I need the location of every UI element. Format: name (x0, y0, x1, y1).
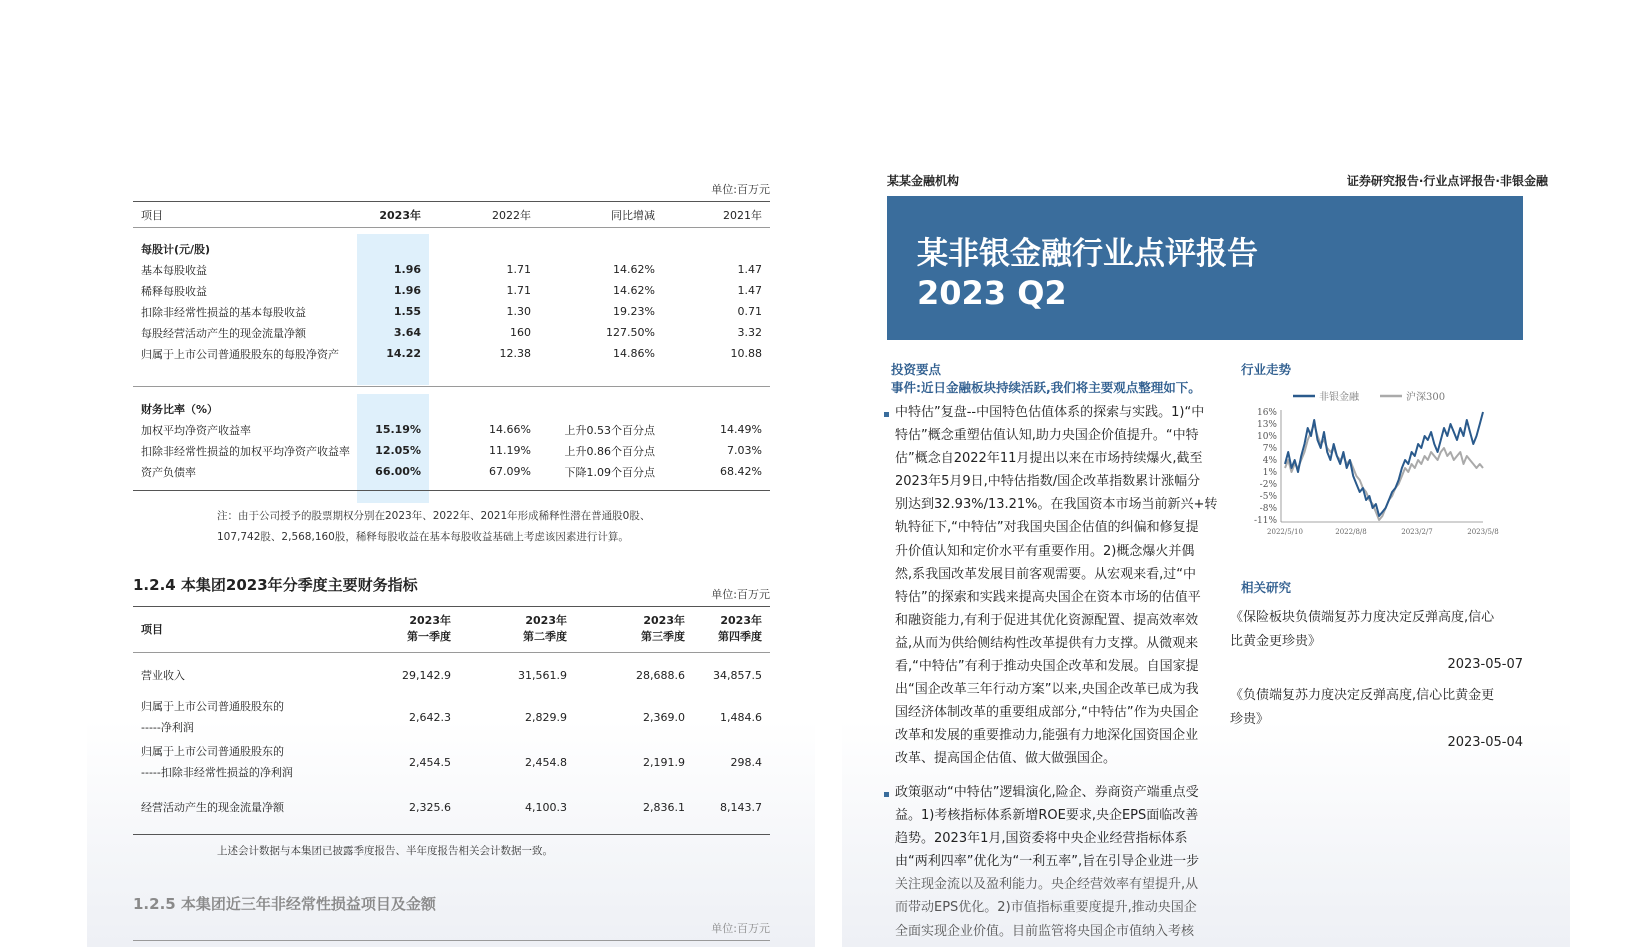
y-tick-label: 7% (1262, 444, 1277, 454)
value-q3: 28,688.6 (636, 668, 685, 682)
x-tick-label: 2023/2/7 (1401, 528, 1433, 536)
row-label: 资产负债率 (141, 465, 196, 479)
table-row (133, 259, 770, 280)
y-tick-label: -2% (1259, 480, 1277, 490)
header-bottom-rule (133, 227, 770, 228)
table-note-line1: 注：由于公司授予的股票期权分别在2023年、2022年、2021年形成稀释性潜在普通股0股、 (217, 510, 651, 522)
header-year: 2023年 (643, 614, 685, 627)
header-q4 (693, 608, 770, 650)
bullet-marker (884, 412, 889, 417)
unit-label: 单位:百万元 (711, 183, 770, 196)
next-table-rule (133, 940, 770, 941)
paragraph-line: 出“国企改革三年行动方案”以来,央国企改革已成为我 (895, 682, 1199, 698)
series-layer (1285, 412, 1483, 520)
value-2022: 160 (510, 326, 531, 339)
value-q1: 2,642.3 (409, 710, 451, 724)
table-note-line2: 107,742股、2,568,160股，稀释每股收益在基本每股收益基础上考虑该因素进行计算。 (217, 531, 629, 543)
row-label: 经营活动产生的现金流量净额 (141, 801, 284, 814)
paragraph-line: 国经济体制改革的重要组成部分,“中特估”作为央国企 (895, 705, 1199, 721)
related-title-line1: 《负债端复苏力度决定反弹高度,信心比黄金更 (1230, 688, 1495, 703)
row-label: 稀释每股收益 (141, 284, 207, 298)
section-title: 每股计(元/股) (141, 242, 211, 256)
header-year: 2023年 (525, 614, 567, 627)
value-2022: 1.71 (506, 263, 531, 276)
legend-label-2: 沪深300 (1406, 392, 1446, 403)
paragraph-line: 轨特征下,“中特估”对我国央国企估值的纠偏和修复提 (895, 520, 1199, 536)
value-q2: 31,561.9 (518, 668, 567, 682)
value-yoy: 19.23% (613, 305, 655, 318)
value-q3: 2,836.1 (643, 800, 685, 814)
value-2021: 1.47 (737, 263, 762, 276)
header-q1 (353, 608, 459, 650)
related-title-line2: 比黄金更珍贵》 (1230, 634, 1322, 649)
header-cell: 项目 (141, 209, 163, 222)
industry-trend-chart (1235, 384, 1505, 544)
paragraph-line: 关注现金流以及盈利能力。央企经营效率有望提升,从 (895, 877, 1199, 893)
paragraph-line: 改革和发展的重要推动力,能强有力地深化国资国企业 (895, 728, 1199, 744)
header-q2 (459, 608, 575, 650)
quarter-table-bottom-rule (133, 834, 770, 835)
related-title-line1: 《保险板块负债端复苏力度决定反弹高度,信心 (1230, 610, 1495, 625)
unit-label: 单位:百万元 (711, 922, 770, 935)
value-2021: 10.88 (730, 347, 762, 360)
quarter-header-row (133, 608, 770, 650)
value-2023: 66.00% (357, 461, 429, 482)
value-q4: 8,143.7 (720, 800, 762, 814)
bullet-marker (884, 792, 889, 797)
table-row (133, 739, 770, 785)
trend-heading: 行业走势 (1241, 362, 1292, 377)
value-2022: 1.30 (506, 305, 531, 318)
value-yoy: 14.62% (613, 263, 655, 276)
table-row (133, 655, 770, 695)
table-header-row (133, 204, 770, 226)
value-2023: 3.64 (357, 322, 429, 343)
value-2023: 12.05% (357, 440, 429, 461)
paragraph-line: 政策驱动“中特估”逻辑演化,险企、券商资产端重点受 (895, 785, 1199, 800)
paragraph-line: 2023年5月9日,中特估指数/国企改革指数累计涨幅分 (895, 474, 1201, 490)
paragraph-line: 而带动EPS优化。2)市值指标重要度提升,推动央国企 (895, 900, 1197, 916)
paragraph-line: 特估”概念重塑估值认知,助力央国企价值提升。“中特 (895, 428, 1199, 444)
value-yoy: 下降1.09个百分点 (564, 465, 655, 479)
value-q2: 4,100.3 (525, 800, 567, 814)
value-2022: 1.71 (506, 284, 531, 297)
section-125-title: 1.2.5 本集团近三年非经常性损益项目及金额 (133, 895, 436, 913)
legend-label-1: 非银金融 (1319, 392, 1359, 403)
table-row (133, 280, 770, 301)
quarter-note: 上述会计数据与本集团已披露季度报告、半年度报告相关会计数据一致。 (217, 845, 553, 857)
x-axis-ticks (1267, 528, 1499, 536)
bullet-paragraph-2 (895, 781, 1227, 943)
value-q4: 1,484.6 (720, 710, 762, 724)
value-2023: 1.96 (357, 259, 429, 280)
header-cell: 同比增减 (611, 209, 655, 222)
row-label: 扣除非经常性损益的加权平均净资产收益率 (141, 444, 350, 458)
value-q4: 298.4 (730, 755, 762, 769)
table-row (133, 785, 770, 829)
left-report-page (87, 0, 815, 947)
value-yoy: 14.62% (613, 284, 655, 297)
header-cell: 2022年 (492, 209, 531, 222)
y-tick-label: -5% (1259, 492, 1277, 502)
report-period: 2023 Q2 (917, 274, 1067, 312)
series-line-1 (1285, 412, 1483, 516)
org-name: 某某金融机构 (887, 174, 960, 188)
table-row (133, 419, 770, 440)
quarter-header-rule (133, 652, 770, 653)
value-q1: 2,454.5 (409, 755, 451, 769)
header-cell: 2023年 (379, 209, 421, 222)
paragraph-line: 和融资能力,有利于促进其优化资源配置、提高效率效 (895, 612, 1199, 628)
row-label: 归属于上市公司普通股股东的每股净资产 (141, 347, 339, 361)
row-label (133, 695, 353, 739)
row-label-line2: -----净利润 (141, 721, 194, 734)
value-2021: 68.42% (720, 465, 762, 478)
series-line-2 (1285, 424, 1483, 520)
y-tick-label: 1% (1262, 468, 1277, 478)
value-q1: 29,142.9 (402, 668, 451, 682)
header-year: 2023年 (720, 614, 762, 627)
paragraph-line: 估”概念自2022年11月提出以来在市场持续爆火,截至 (895, 451, 1203, 467)
value-2021: 7.03% (727, 444, 762, 457)
table-row (133, 343, 770, 364)
row-label: 营业收入 (141, 669, 185, 682)
invest-heading: 投资要点 (891, 362, 942, 377)
related-item-1 (1230, 606, 1512, 654)
bullet-paragraph-1 (895, 401, 1227, 771)
paragraph-line: 特估”的探索和实践来提高央国企在资本市场的估值平 (895, 589, 1201, 605)
paragraph-line: 改革、提高国企估值、做大做强国企。 (895, 751, 1117, 767)
section-title: 财务比率（%） (141, 402, 219, 416)
header-quarter: 第一季度 (407, 630, 451, 643)
paragraph-line: 趋势。2023年1月,国资委将中央企业经营指标体系 (895, 831, 1188, 847)
section-title-row (133, 234, 770, 259)
table-row (133, 440, 770, 461)
paragraph-line: 升价值认知和定价水平有重要作用。2)概念爆火并偶 (895, 543, 1195, 559)
value-q1: 2,325.6 (409, 800, 451, 814)
row-label-line2: -----扣除非经常性损益的净利润 (141, 766, 293, 779)
quarterly-body (133, 655, 770, 829)
table-bottom-rule (133, 490, 770, 491)
y-tick-label: -8% (1259, 504, 1277, 514)
value-yoy: 上升0.86个百分点 (564, 444, 655, 458)
value-q4: 34,857.5 (713, 668, 762, 682)
header-item: 项目 (141, 623, 163, 636)
table-top-rule (133, 201, 770, 202)
report-title: 某非银金融行业点评报告 (917, 236, 1258, 272)
row-label: 基本每股收益 (141, 263, 207, 277)
value-2022: 12.38 (499, 347, 531, 360)
header-q3 (575, 608, 693, 650)
value-2022: 67.09% (489, 465, 531, 478)
section-title-row (133, 394, 770, 419)
y-tick-label: 16% (1256, 408, 1277, 418)
value-yoy: 14.86% (613, 347, 655, 360)
value-2021: 14.49% (720, 423, 762, 436)
value-2023: 1.96 (357, 280, 429, 301)
related-date-1: 2023-05-07 (1447, 657, 1523, 672)
value-q2: 2,829.9 (525, 710, 567, 724)
title-banner (887, 196, 1523, 340)
x-tick-label: 2023/5/8 (1467, 528, 1499, 536)
value-2023: 1.55 (357, 301, 429, 322)
table-row (133, 461, 770, 482)
related-date-2: 2023-05-04 (1447, 735, 1523, 750)
y-tick-label: 13% (1256, 420, 1277, 430)
value-2023: 14.22 (357, 343, 429, 364)
value-q3: 2,369.0 (643, 710, 685, 724)
y-tick-label: 4% (1262, 456, 1277, 466)
section-124-title: 1.2.4 本集团2023年分季度主要财务指标 (133, 576, 418, 594)
value-2021: 0.71 (737, 305, 762, 318)
quarterly-table (133, 608, 770, 650)
row-label: 扣除非经常性损益的基本每股收益 (141, 305, 306, 319)
header-quarter: 第四季度 (718, 630, 762, 643)
row-label: 加权平均净资产收益率 (141, 423, 251, 437)
y-tick-label: 10% (1256, 432, 1277, 442)
header-quarter: 第二季度 (523, 630, 567, 643)
table-row (133, 301, 770, 322)
paragraph-line: 益。1)考核指标体系新增ROE要求,央企EPS面临改善 (895, 808, 1199, 824)
paragraph-line: 全面实现企业价值。目前监管将央国企市值纳入考核 (895, 923, 1195, 939)
value-2022: 14.66% (489, 423, 531, 436)
x-tick-label: 2022/8/8 (1335, 528, 1367, 536)
per-share-body (133, 234, 770, 385)
related-heading: 相关研究 (1241, 580, 1292, 595)
value-2021: 1.47 (737, 284, 762, 297)
quarter-table-top-rule (133, 606, 770, 607)
y-tick-label: -11% (1253, 516, 1277, 526)
value-yoy: 上升0.53个百分点 (564, 423, 655, 437)
related-item-2 (1230, 684, 1512, 732)
table-row (133, 322, 770, 343)
paragraph-line: 中特估”复盘--中国特色估值体系的探索与实践。1)“中 (895, 405, 1205, 420)
per-share-table (133, 204, 770, 226)
value-q3: 2,191.9 (643, 755, 685, 769)
paragraph-line: 益,从而为供给侧结构性改革提供有力支撑。从微观来 (895, 635, 1199, 651)
event-line: 事件:近日金融板块持续活跃,我们将主要观点整理如下。 (891, 380, 1201, 395)
value-yoy: 127.50% (606, 326, 655, 339)
related-title-line2: 珍贵》 (1230, 712, 1270, 727)
header-quarter: 第三季度 (641, 630, 685, 643)
ratio-table (133, 394, 770, 503)
unit-label: 单位:百万元 (711, 588, 770, 601)
y-axis-ticks (1254, 408, 1483, 526)
paragraph-line: 然,系我国改革发展目前客观需要。从宏观来看,过“中 (895, 566, 1196, 582)
paragraph-line: 看,“中特估”有利于推动央国企改革和发展。自国家提 (895, 659, 1199, 675)
section-divider (133, 386, 770, 387)
row-label-line1: 归属于上市公司普通股股东的 (141, 700, 284, 713)
value-2023: 15.19% (357, 419, 429, 440)
paragraph-line: 由“两利四率”优化为“一利五率”,旨在引导企业进一步 (895, 854, 1200, 870)
row-label: 每股经营活动产生的现金流量净额 (141, 326, 306, 340)
right-report-page (842, 0, 1570, 947)
header-year: 2023年 (409, 614, 451, 627)
value-2021: 3.32 (737, 326, 762, 339)
chart-legend (1293, 390, 1445, 403)
header-cell: 2021年 (723, 209, 762, 222)
table-row (133, 695, 770, 739)
x-tick-label: 2022/5/10 (1267, 528, 1303, 536)
value-2022: 11.19% (489, 444, 531, 457)
row-label (133, 739, 353, 785)
value-q2: 2,454.8 (525, 755, 567, 769)
report-breadcrumb: 证券研究报告·行业点评报告·非银金融 (1346, 174, 1548, 188)
paragraph-line: 别达到32.93%/13.21%。在我国资本市场当前新兴+转 (895, 497, 1218, 513)
row-label-line1: 归属于上市公司普通股股东的 (141, 745, 284, 758)
